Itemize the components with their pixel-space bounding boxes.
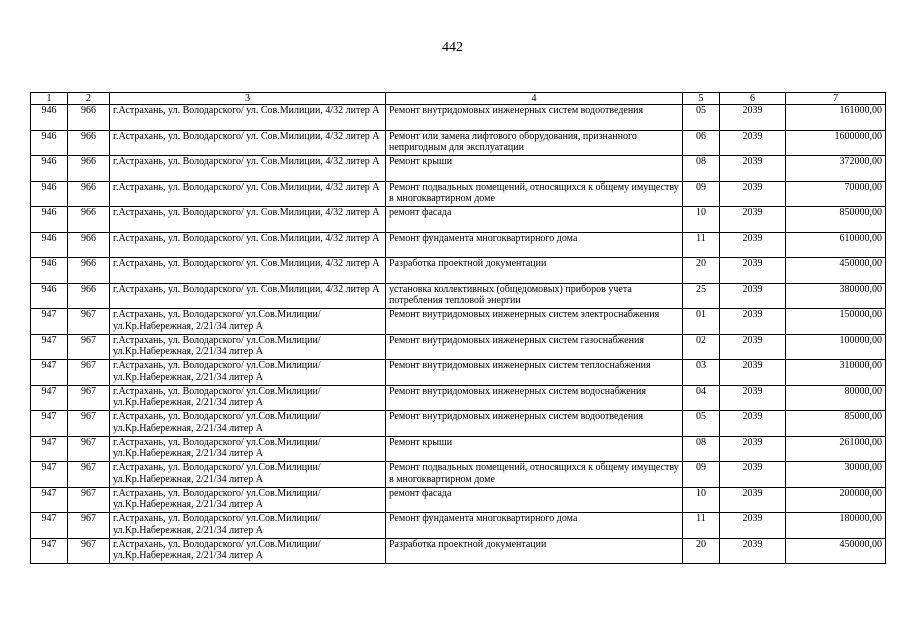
capital-repair-table: [30, 92, 886, 564]
column-header-7: 7: [786, 93, 886, 105]
row-index-cell: 947: [31, 513, 68, 539]
address-cell: г.Астрахань, ул. Володарского/ ул. Сов.Милиции, 4/32 литер А: [110, 232, 386, 258]
address-cell: г.Астрахань, ул. Володарского/ ул.Сов.Милиции/ул.Кр.Набережная, 2/21/34 литер А: [110, 385, 386, 411]
row-index-cell: 947: [31, 334, 68, 360]
address-cell: г.Астрахань, ул. Володарского/ ул.Сов.Милиции/ул.Кр.Набережная, 2/21/34 литер А: [110, 334, 386, 360]
address-cell: г.Астрахань, ул. Володарского/ ул.Сов.Милиции/ул.Кр.Набережная, 2/21/34 литер А: [110, 360, 386, 386]
address-cell: г.Астрахань, ул. Володарского/ ул.Сов.Милиции/ул.Кр.Набережная, 2/21/34 литер А: [110, 487, 386, 513]
year-cell: 2039: [720, 258, 786, 284]
row-index-cell: 947: [31, 462, 68, 488]
year-cell: 2039: [720, 156, 786, 182]
cost-cell: 372000,00: [786, 156, 886, 182]
work-type-cell: ремонт фасада: [386, 487, 683, 513]
address-cell: г.Астрахань, ул. Володарского/ ул.Сов.Милиции/ул.Кр.Набережная, 2/21/34 литер А: [110, 513, 386, 539]
table-row: [31, 207, 886, 233]
work-code-cell: 09: [683, 181, 720, 207]
year-cell: 2039: [720, 207, 786, 233]
house-id-cell: 967: [68, 360, 110, 386]
row-index-cell: 947: [31, 309, 68, 335]
work-code-cell: 09: [683, 462, 720, 488]
house-id-cell: 967: [68, 462, 110, 488]
year-cell: 2039: [720, 462, 786, 488]
row-index-cell: 947: [31, 538, 68, 564]
cost-cell: 450000,00: [786, 538, 886, 564]
work-code-cell: 03: [683, 360, 720, 386]
work-type-cell: Ремонт или замена лифтового оборудования, признанного непригодным для эксплуатации: [386, 130, 683, 156]
work-type-cell: Ремонт внутридомовых инженерных систем водоснабжения: [386, 385, 683, 411]
work-type-cell: Ремонт крыши: [386, 436, 683, 462]
work-type-cell: Ремонт фундамента многоквартирного дома: [386, 513, 683, 539]
work-code-cell: 20: [683, 538, 720, 564]
address-cell: г.Астрахань, ул. Володарского/ ул. Сов.Милиции, 4/32 литер А: [110, 156, 386, 182]
row-index-cell: 947: [31, 487, 68, 513]
cost-cell: 200000,00: [786, 487, 886, 513]
address-cell: г.Астрахань, ул. Володарского/ ул.Сов.Милиции/ул.Кр.Набережная, 2/21/34 литер А: [110, 411, 386, 437]
work-type-cell: Ремонт внутридомовых инженерных систем водоотведения: [386, 105, 683, 131]
work-code-cell: 08: [683, 156, 720, 182]
work-type-cell: Ремонт фундамента многоквартирного дома: [386, 232, 683, 258]
address-cell: г.Астрахань, ул. Володарского/ ул. Сов.Милиции, 4/32 литер А: [110, 105, 386, 131]
table-row: [31, 334, 886, 360]
house-id-cell: 967: [68, 513, 110, 539]
cost-cell: 180000,00: [786, 513, 886, 539]
cost-cell: 850000,00: [786, 207, 886, 233]
work-code-cell: 20: [683, 258, 720, 284]
year-cell: 2039: [720, 436, 786, 462]
cost-cell: 450000,00: [786, 258, 886, 284]
address-cell: г.Астрахань, ул. Володарского/ ул. Сов.Милиции, 4/32 литер А: [110, 181, 386, 207]
work-type-cell: Ремонт внутридомовых инженерных систем электроснабжения: [386, 309, 683, 335]
cost-cell: 80000,00: [786, 385, 886, 411]
table-row: [31, 283, 886, 309]
row-index-cell: 947: [31, 360, 68, 386]
work-type-cell: Разработка проектной документации: [386, 538, 683, 564]
work-code-cell: 05: [683, 105, 720, 131]
work-type-cell: Ремонт подвальных помещений, относящихся к общему имуществу в многоквартирном доме: [386, 181, 683, 207]
work-code-cell: 05: [683, 411, 720, 437]
table-row: [31, 258, 886, 284]
house-id-cell: 967: [68, 385, 110, 411]
table-row: [31, 105, 886, 131]
table-row: [31, 130, 886, 156]
work-type-cell: Ремонт крыши: [386, 156, 683, 182]
column-header-6: 6: [720, 93, 786, 105]
address-cell: г.Астрахань, ул. Володарского/ ул. Сов.Милиции, 4/32 литер А: [110, 207, 386, 233]
header-row: [31, 93, 886, 105]
column-header-5: 5: [683, 93, 720, 105]
year-cell: 2039: [720, 385, 786, 411]
house-id-cell: 966: [68, 283, 110, 309]
table-row: [31, 538, 886, 564]
address-cell: г.Астрахань, ул. Володарского/ ул.Сов.Милиции/ул.Кр.Набережная, 2/21/34 литер А: [110, 538, 386, 564]
cost-cell: 150000,00: [786, 309, 886, 335]
work-code-cell: 11: [683, 232, 720, 258]
work-code-cell: 02: [683, 334, 720, 360]
work-type-cell: ремонт фасада: [386, 207, 683, 233]
work-type-cell: Ремонт внутридомовых инженерных систем теплоснабжения: [386, 360, 683, 386]
work-code-cell: 25: [683, 283, 720, 309]
year-cell: 2039: [720, 513, 786, 539]
row-index-cell: 946: [31, 181, 68, 207]
cost-cell: 161000,00: [786, 105, 886, 131]
work-code-cell: 08: [683, 436, 720, 462]
row-index-cell: 946: [31, 283, 68, 309]
table-row: [31, 513, 886, 539]
cost-cell: 610000,00: [786, 232, 886, 258]
year-cell: 2039: [720, 411, 786, 437]
work-code-cell: 11: [683, 513, 720, 539]
house-id-cell: 967: [68, 538, 110, 564]
column-header-2: 2: [68, 93, 110, 105]
column-header-4: 4: [386, 93, 683, 105]
row-index-cell: 946: [31, 258, 68, 284]
row-index-cell: 946: [31, 130, 68, 156]
page-number: 442: [442, 40, 463, 55]
year-cell: 2039: [720, 360, 786, 386]
column-header-1: 1: [31, 93, 68, 105]
cost-cell: 1600000,00: [786, 130, 886, 156]
table-row: [31, 156, 886, 182]
table-row: [31, 385, 886, 411]
house-id-cell: 967: [68, 309, 110, 335]
table-row: [31, 309, 886, 335]
row-index-cell: 946: [31, 207, 68, 233]
cost-cell: 310000,00: [786, 360, 886, 386]
house-id-cell: 966: [68, 207, 110, 233]
table-row: [31, 462, 886, 488]
work-code-cell: 06: [683, 130, 720, 156]
year-cell: 2039: [720, 283, 786, 309]
year-cell: 2039: [720, 538, 786, 564]
address-cell: г.Астрахань, ул. Володарского/ ул.Сов.Милиции/ул.Кр.Набережная, 2/21/34 литер А: [110, 309, 386, 335]
year-cell: 2039: [720, 232, 786, 258]
table-row: [31, 411, 886, 437]
row-index-cell: 946: [31, 232, 68, 258]
address-cell: г.Астрахань, ул. Володарского/ ул.Сов.Милиции/ул.Кр.Набережная, 2/21/34 литер А: [110, 436, 386, 462]
work-code-cell: 10: [683, 207, 720, 233]
cost-cell: 100000,00: [786, 334, 886, 360]
house-id-cell: 966: [68, 258, 110, 284]
year-cell: 2039: [720, 487, 786, 513]
table-row: [31, 181, 886, 207]
work-code-cell: 10: [683, 487, 720, 513]
house-id-cell: 966: [68, 181, 110, 207]
column-header-3: 3: [110, 93, 386, 105]
table-row: [31, 436, 886, 462]
year-cell: 2039: [720, 130, 786, 156]
house-id-cell: 967: [68, 411, 110, 437]
table-header: [31, 93, 886, 105]
house-id-cell: 966: [68, 156, 110, 182]
cost-cell: 30000,00: [786, 462, 886, 488]
address-cell: г.Астрахань, ул. Володарского/ ул. Сов.Милиции, 4/32 литер А: [110, 258, 386, 284]
year-cell: 2039: [720, 309, 786, 335]
work-code-cell: 01: [683, 309, 720, 335]
row-index-cell: 947: [31, 436, 68, 462]
table-body: [31, 105, 886, 564]
work-type-cell: Ремонт внутридомовых инженерных систем газоснабжения: [386, 334, 683, 360]
year-cell: 2039: [720, 334, 786, 360]
address-cell: г.Астрахань, ул. Володарского/ ул. Сов.Милиции, 4/32 литер А: [110, 130, 386, 156]
work-type-cell: Ремонт подвальных помещений, относящихся к общему имуществу в многоквартирном доме: [386, 462, 683, 488]
row-index-cell: 946: [31, 156, 68, 182]
table-row: [31, 487, 886, 513]
work-type-cell: Разработка проектной документации: [386, 258, 683, 284]
row-index-cell: 946: [31, 105, 68, 131]
year-cell: 2039: [720, 105, 786, 131]
cost-cell: 380000,00: [786, 283, 886, 309]
table-row: [31, 232, 886, 258]
year-cell: 2039: [720, 181, 786, 207]
row-index-cell: 947: [31, 411, 68, 437]
row-index-cell: 947: [31, 385, 68, 411]
house-id-cell: 967: [68, 487, 110, 513]
work-code-cell: 04: [683, 385, 720, 411]
cost-cell: 261000,00: [786, 436, 886, 462]
cost-cell: 70000,00: [786, 181, 886, 207]
address-cell: г.Астрахань, ул. Володарского/ ул. Сов.Милиции, 4/32 литер А: [110, 283, 386, 309]
table-row: [31, 360, 886, 386]
house-id-cell: 967: [68, 334, 110, 360]
work-type-cell: установка коллективных (общедомовых) приборов учета потребления тепловой энергии: [386, 283, 683, 309]
house-id-cell: 966: [68, 232, 110, 258]
work-type-cell: Ремонт внутридомовых инженерных систем водоотведения: [386, 411, 683, 437]
house-id-cell: 966: [68, 130, 110, 156]
cost-cell: 85000,00: [786, 411, 886, 437]
house-id-cell: 966: [68, 105, 110, 131]
address-cell: г.Астрахань, ул. Володарского/ ул.Сов.Милиции/ул.Кр.Набережная, 2/21/34 литер А: [110, 462, 386, 488]
house-id-cell: 967: [68, 436, 110, 462]
